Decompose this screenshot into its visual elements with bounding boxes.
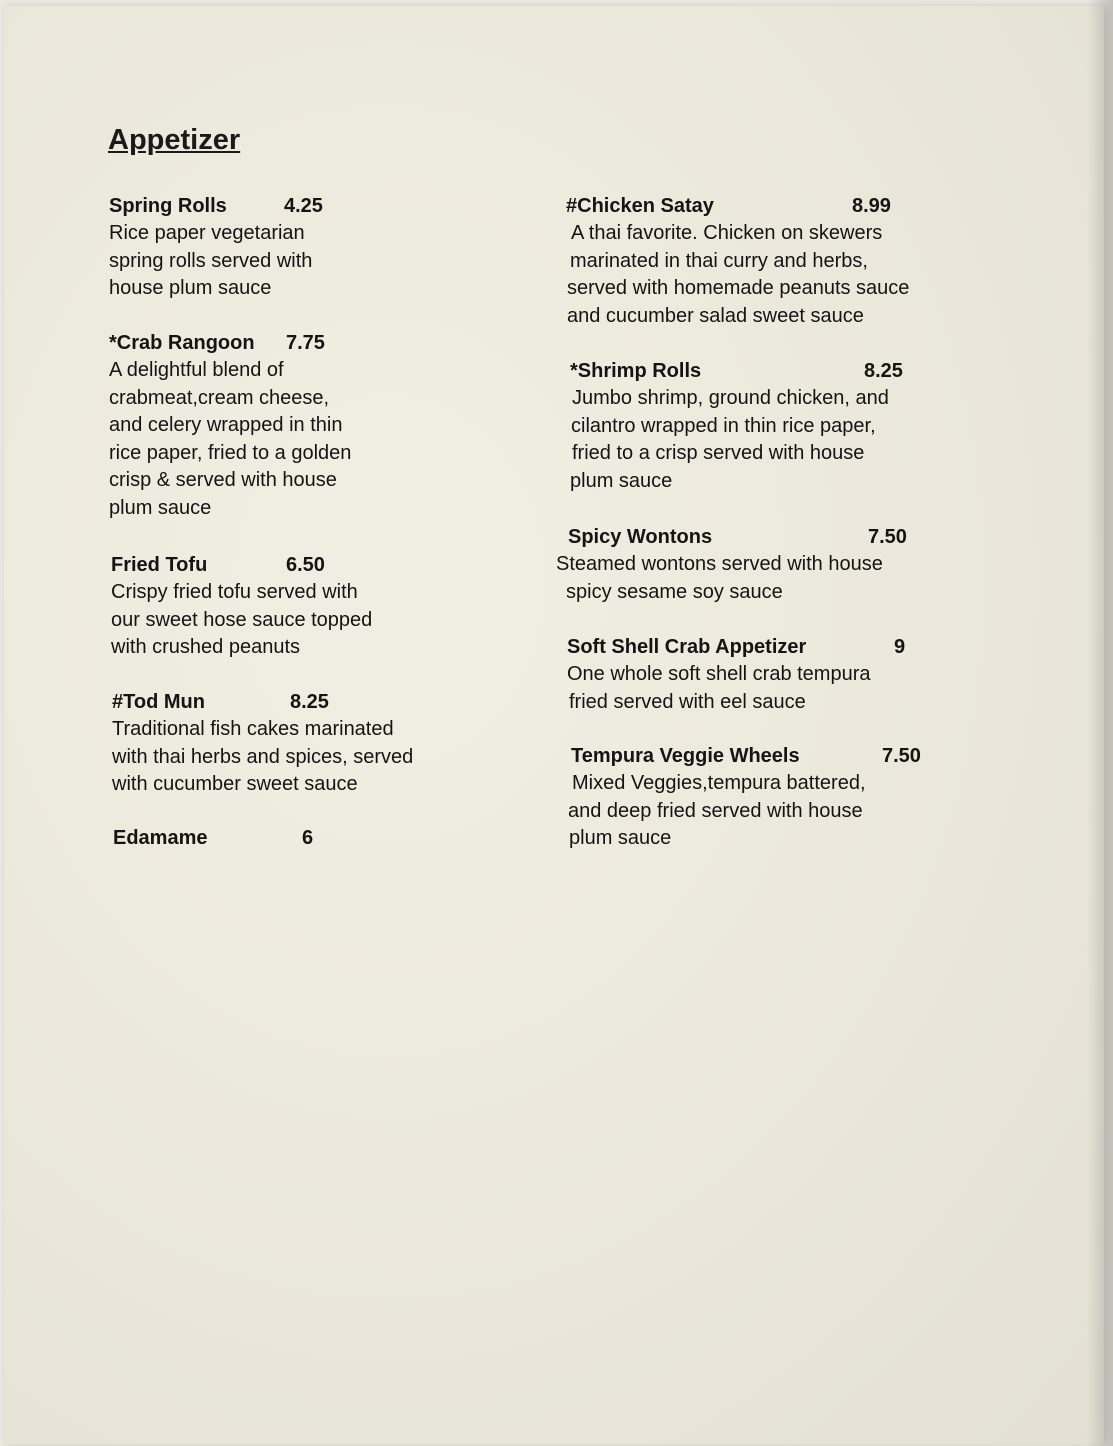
item-description-line: and cucumber salad sweet sauce xyxy=(567,304,864,327)
item-price: 8.99 xyxy=(852,195,891,217)
item-description-line: Steamed wontons served with house xyxy=(556,553,883,575)
item-description-line: Crispy fried tofu served with xyxy=(111,581,358,603)
item-description-line: plum sauce xyxy=(570,469,673,492)
item-header xyxy=(570,358,903,385)
item-description-line: with thai herbs and spices, served xyxy=(112,745,414,768)
item-description-line: marinated in thai curry and herbs, xyxy=(570,249,868,272)
item-name: Fried Tofu xyxy=(111,554,208,576)
item-header xyxy=(568,743,921,770)
menu-item-fried-tofu xyxy=(111,552,372,662)
menu-item-spicy-wontons xyxy=(556,524,907,606)
item-header xyxy=(109,330,351,357)
menu-item-soft-shell-crab xyxy=(567,634,906,716)
menu-item-shrimp-rolls xyxy=(570,358,903,495)
item-name: #Chicken Satay xyxy=(566,195,714,217)
item-price: 7.50 xyxy=(882,745,921,767)
page-edge-shadow xyxy=(1087,0,1113,1446)
item-description-line: A delightful blend of xyxy=(109,359,284,381)
item-name: Edamame xyxy=(113,827,208,849)
item-description-line: plum sauce xyxy=(109,496,212,519)
item-description-line: Mixed Veggies,tempura battered, xyxy=(572,772,866,794)
item-description-line: crabmeat,cream cheese, xyxy=(109,386,330,409)
item-name: *Crab Rangoon xyxy=(109,332,255,354)
item-price: 4.25 xyxy=(284,195,323,217)
item-name: #Tod Mun xyxy=(112,691,205,713)
menu-item-spring-rolls xyxy=(109,193,323,303)
item-description-line: served with homemade peanuts sauce xyxy=(567,277,910,299)
item-header xyxy=(112,689,413,716)
menu-item-tod-mun xyxy=(112,689,413,799)
item-header xyxy=(109,193,323,220)
item-price: 7.75 xyxy=(286,332,325,354)
item-name: Spicy Wontons xyxy=(568,526,713,548)
menu-item-tempura-veggie-wheels xyxy=(568,743,921,853)
item-header xyxy=(556,524,907,551)
item-description-line: spring rolls served with xyxy=(109,249,313,272)
item-description-line: our sweet hose sauce topped xyxy=(111,608,373,631)
item-header xyxy=(567,634,906,661)
item-description-line: crisp & served with house xyxy=(109,469,337,491)
item-description-line: Traditional fish cakes marinated xyxy=(112,718,394,740)
item-price: 8.25 xyxy=(864,360,903,382)
item-description-line: fried to a crisp served with house xyxy=(572,442,865,464)
item-name: Tempura Veggie Wheels xyxy=(571,745,800,767)
item-description-line: A thai favorite. Chicken on skewers xyxy=(571,222,883,244)
item-header xyxy=(566,193,909,220)
item-price: 9 xyxy=(894,636,906,658)
item-description-line: and deep fried served with house xyxy=(568,799,863,822)
item-price: 6.50 xyxy=(286,554,325,576)
item-description-line: rice paper, fried to a golden xyxy=(109,441,352,464)
item-description-line: Jumbo shrimp, ground chicken, and xyxy=(572,387,889,409)
menu-item-crab-rangoon xyxy=(109,330,351,522)
item-description-line: with cucumber sweet sauce xyxy=(112,773,358,795)
item-price: 8.25 xyxy=(290,691,329,713)
item-description-line: house plum sauce xyxy=(109,277,272,299)
item-description-line: spicy sesame soy sauce xyxy=(566,580,783,603)
item-description-line: cilantro wrapped in thin rice paper, xyxy=(571,414,876,437)
section-title: Appetizer xyxy=(108,124,241,156)
item-description-line: with crushed peanuts xyxy=(111,636,301,658)
item-description-line: plum sauce xyxy=(569,827,672,849)
item-price: 6 xyxy=(302,827,314,849)
item-name: Soft Shell Crab Appetizer xyxy=(567,636,807,658)
item-description-line: One whole soft shell crab tempura xyxy=(567,663,871,685)
item-name: Spring Rolls xyxy=(109,195,227,217)
menu-item-chicken-satay xyxy=(566,193,909,330)
item-description-line: and celery wrapped in thin xyxy=(109,414,343,436)
item-description-line: fried served with eel sauce xyxy=(569,690,806,713)
item-description-line: Rice paper vegetarian xyxy=(109,222,305,244)
item-price: 7.50 xyxy=(868,526,907,548)
item-header xyxy=(111,552,372,579)
item-name: *Shrimp Rolls xyxy=(570,360,702,382)
